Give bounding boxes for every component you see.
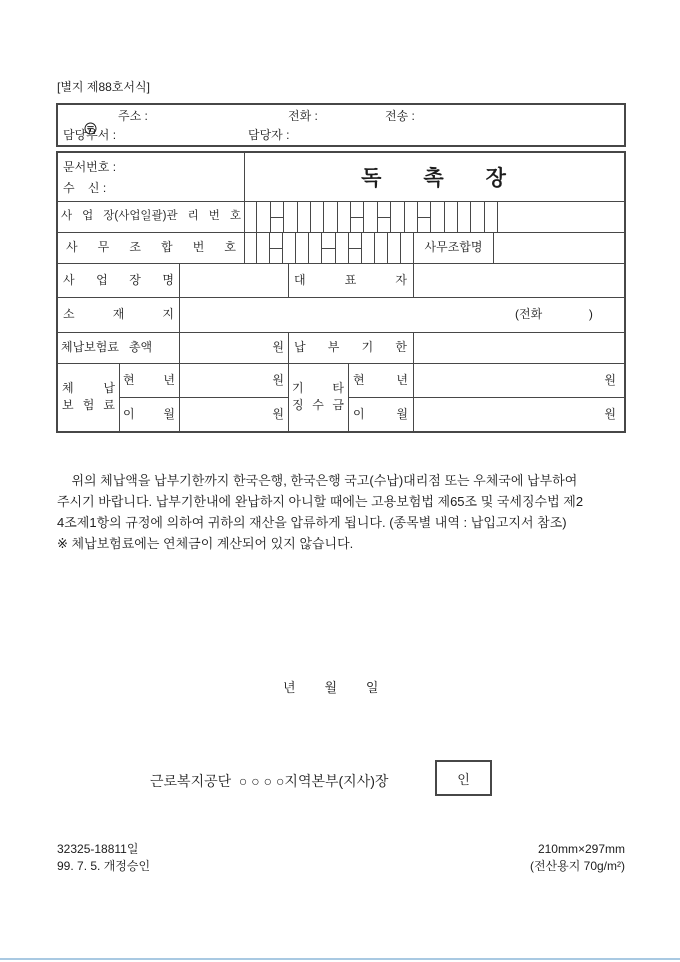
digit-box [244,232,256,263]
date-placeholder-line: 년 월 일 [283,680,379,695]
digit-separator-cell [350,201,363,232]
digit-box [256,232,269,263]
digit-box [256,201,269,232]
digit-separator-cell [269,232,282,263]
digit-box [244,201,256,232]
recipient-label: 수 신 : [63,181,107,195]
digit-box [387,232,400,263]
digit-box [444,201,457,232]
form-number: [별지 제88호서식] [57,80,150,94]
digit-separator-cell [377,201,390,232]
footer-right [530,841,625,875]
bottom-edge-line [0,958,680,960]
arrears-total-label: 체납보험료 총액 [61,340,153,354]
digit-box [335,232,348,263]
address-row-label: 소 재 지 [63,307,174,321]
digit-box [337,201,350,232]
footer-revision: 99. 7. 5. 개정승인 [57,859,151,873]
won-unit: 원 [604,373,616,387]
won-unit: 원 [604,407,616,421]
site-mgmt-number-label: 사 업 장(사업일괄)관 리 번 호 [61,210,241,222]
digit-box [283,201,296,232]
digit-box [361,232,374,263]
seal-text: 인 [457,771,470,787]
digit-box [295,232,308,263]
assoc-digit-boxes [244,232,414,263]
notice-body-line: 위의 체납액을 납부기한까지 한국은행, 한국은행 국고(수납)대리점 또는 우체국에 납부하여 [57,473,578,488]
phone-label: 전화 : [288,109,318,123]
issuer-line: 근로복지공단 ○ ○ ○ ○지역본부(지사)장 [150,773,389,789]
digit-box [484,201,497,232]
arrears-premium-group-label: 체 납 보 험 료 [62,381,115,412]
assoc-number-label: 사 무 조 합 번 호 [66,240,236,254]
digit-box [323,201,336,232]
seal-box [435,760,492,796]
digit-separator-cell [348,232,361,263]
digit-box [470,201,483,232]
won-unit: 원 [272,407,284,421]
digit-separator-cell [321,232,334,263]
form-title: 독 촉 장 [361,167,507,190]
carryover-label: 이 월 [353,407,408,421]
digit-box [457,201,470,232]
current-year-label: 현 년 [123,373,175,387]
assoc-name-label: 사무조합명 [414,232,494,263]
footer-doc-code: 32325-18811일 [57,842,139,856]
representative-label: 대 표 자 [294,273,407,287]
digit-box [310,201,323,232]
digit-box [390,201,403,232]
digit-box [308,232,321,263]
notice-body-line: 주시기 바랍니다. 납부기한내에 완납하지 아니할 때에는 고용보험법 제65조 및 국세징수법 제2 [57,494,584,509]
doc-number-label: 문서번호 : [63,160,117,174]
notice-body-line: ※ 체납보험료에는 연체금이 계산되어 있지 않습니다. [57,536,354,551]
address-label: 주소 : [118,109,148,123]
digit-separator-cell [417,201,430,232]
site-mgmt-digit-boxes [244,201,498,232]
digit-box [297,201,310,232]
carryover-label: 이 월 [123,407,175,421]
current-year-label: 현 년 [353,373,408,387]
due-date-label: 납 부 기 한 [294,340,407,354]
digit-box [430,201,443,232]
footer-paper-size: 210mm×297mm [537,842,625,856]
won-unit: 원 [272,340,284,354]
notice-body-line: 4조제1항의 규정에 의하여 귀하의 재산을 압류하게 됩니다. (종목별 내역 : 납입고지서 참조) [57,515,567,530]
footer-paper-spec: (전산용지 70g/m²) [529,859,625,873]
other-collection-group-label: 기 타 징 수 금 [292,381,344,412]
notice-body [57,470,637,554]
site-name-label: 사 업 장 명 [63,273,174,287]
digit-separator-cell [270,201,283,232]
digit-box [282,232,295,263]
digit-box [404,201,417,232]
digit-box [400,232,413,263]
sender-contact-box [56,103,626,147]
department-label: 담당부서 : [63,128,117,142]
address-phone-note: (전화 ) [515,307,593,321]
digit-box [374,232,387,263]
footer-left [57,841,150,875]
form-table [56,151,626,433]
digit-box [363,201,376,232]
won-unit: 원 [272,373,284,387]
contact-person-label: 담당자 : [248,128,290,142]
fax-label: 전송 : [385,109,415,123]
